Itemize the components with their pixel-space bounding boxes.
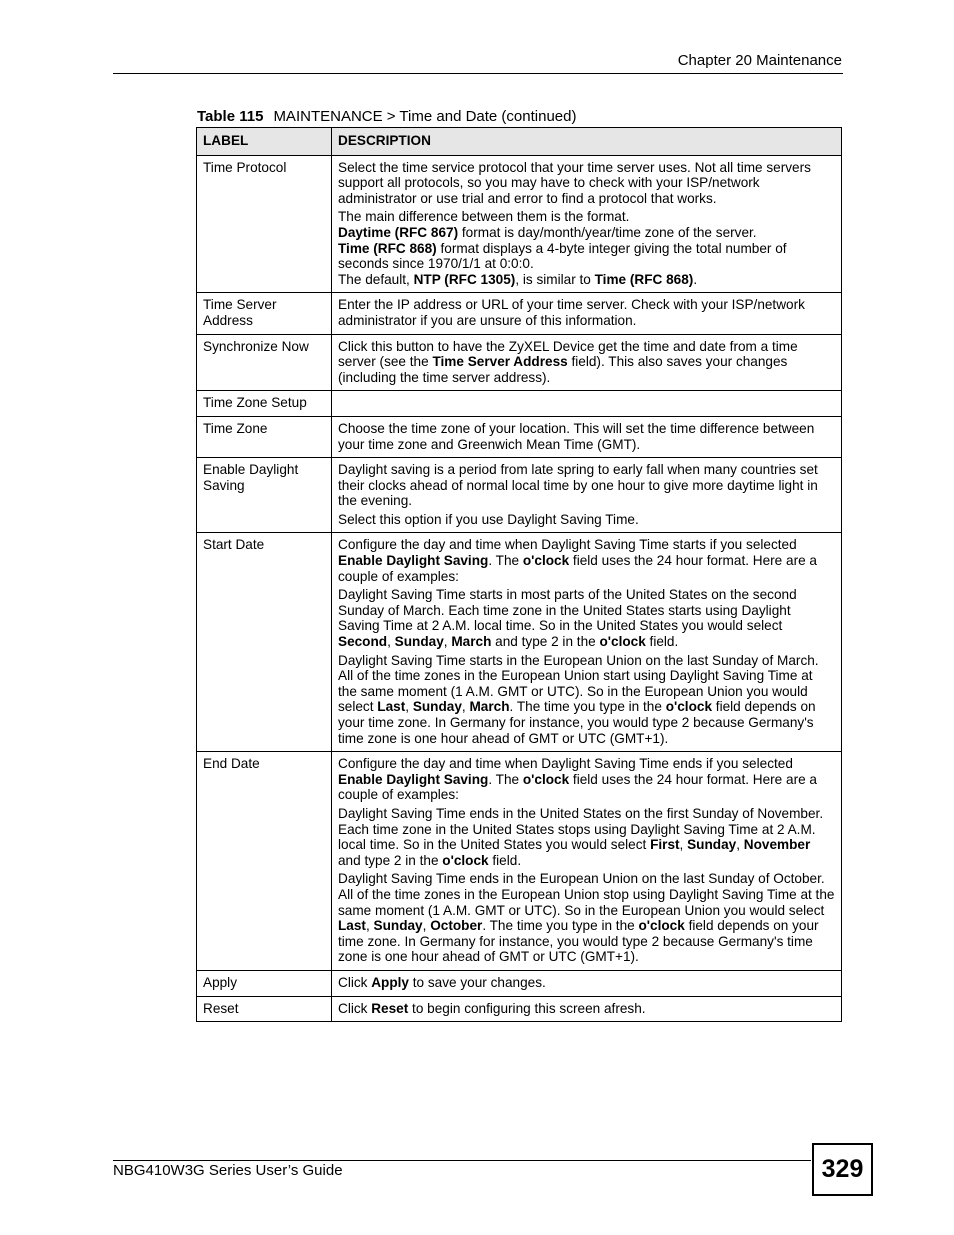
description-paragraph <box>338 512 835 528</box>
guide-title: NBG410W3G Series User’s Guide <box>113 1162 343 1179</box>
bold-term: NTP (RFC 1305) <box>413 271 516 287</box>
row-description <box>332 416 842 457</box>
bold-term: March <box>469 699 510 715</box>
table-caption <box>197 108 576 125</box>
description-paragraph <box>338 587 835 649</box>
description-paragraph <box>338 339 835 386</box>
table-title: MAINTENANCE > Time and Date (continued) <box>273 108 577 125</box>
bold-term: o'clock <box>522 553 570 569</box>
text-run: . The <box>488 553 523 569</box>
table-row <box>197 458 842 533</box>
description-paragraph <box>338 653 835 747</box>
table-header-row <box>197 128 842 156</box>
bold-term: Last <box>377 699 406 715</box>
text-run: , <box>443 634 452 650</box>
text-run: field uses the 24 hour format. Here are a couple of examples: <box>338 553 817 584</box>
row-description <box>332 533 842 752</box>
text-run: , <box>461 699 470 715</box>
row-label: Time Zone <box>197 416 332 457</box>
text-run: Click <box>338 1000 372 1016</box>
text-run: Choose the time zone of your location. This will set the time difference between your time zone and Greenwich Mean Time (GMT). <box>338 420 815 452</box>
table-row <box>197 155 842 293</box>
row-label: Time Zone Setup <box>197 391 332 417</box>
bold-term: Last <box>338 918 366 934</box>
bold-term: Daytime (RFC 867) <box>338 224 459 240</box>
bold-term: November <box>743 837 811 853</box>
text-run: format is day/month/year/time zone of the server. <box>458 224 757 240</box>
text-run: , <box>405 699 413 715</box>
bold-term: Time (RFC 868) <box>594 271 694 287</box>
row-label: Synchronize Now <box>197 334 332 391</box>
row-description <box>332 293 842 334</box>
row-label: Apply <box>197 970 332 996</box>
row-description <box>332 996 842 1022</box>
bold-term: Sunday <box>373 918 423 934</box>
text-run: . The time you type in the <box>509 699 666 715</box>
text-run: Configure the day and time when Daylight Saving Time ends if you selected <box>338 756 793 772</box>
table-row <box>197 752 842 971</box>
row-description <box>332 458 842 533</box>
text-run: field). This also saves your changes (including the time server address). <box>338 354 788 385</box>
text-run: field depends on your time zone. In Germany for instance, you would type 2 because Germany's time zone is one hour ahead of GMT or UTC (GMT+1). <box>338 918 819 965</box>
text-run: , <box>679 837 688 853</box>
row-label: Reset <box>197 996 332 1022</box>
table-row <box>197 533 842 752</box>
text-run: Daylight Saving Time starts in the European Union on the last Sunday of March. All of the time zones in the European Union start using Daylight Saving Time at the same moment (1 A.M. GMT or UTC). So in the European Union you would select <box>338 652 819 715</box>
description-paragraph <box>338 975 835 991</box>
text-run: , is similar to <box>515 271 595 287</box>
table-body <box>197 155 842 1022</box>
row-description <box>332 334 842 391</box>
table-row <box>197 391 842 417</box>
row-description <box>332 391 842 417</box>
bold-term: o'clock <box>599 634 646 650</box>
text-run: . <box>693 271 698 287</box>
bold-term: October <box>430 918 483 934</box>
row-label: Start Date <box>197 533 332 752</box>
bold-term: Reset <box>371 1000 409 1016</box>
text-run: The main difference between them is the format. <box>338 209 630 225</box>
text-run: to begin configuring this screen afresh. <box>408 1000 646 1016</box>
description-paragraph <box>338 160 835 207</box>
table-row <box>197 416 842 457</box>
text-run: . The <box>488 771 523 787</box>
row-label: Time Protocol <box>197 155 332 293</box>
text-run: field depends on your time zone. In Germany for instance, you would type 2 because Germany's time zone is one hour ahead of GMT or UTC (GMT+1). <box>338 699 816 746</box>
description-paragraph <box>338 871 835 965</box>
text-run: Select this option if you use Daylight Saving Time. <box>338 511 639 527</box>
text-run: field uses the 24 hour format. Here are a couple of examples: <box>338 771 817 803</box>
row-label: End Date <box>197 752 332 971</box>
text-run: field. <box>488 852 522 868</box>
footer-divider <box>113 1160 811 1161</box>
table-row <box>197 996 842 1022</box>
description-paragraph <box>338 421 835 452</box>
bold-term: Time Server Address <box>432 354 568 370</box>
page-number: 329 <box>812 1143 873 1196</box>
text-run: , <box>736 837 744 853</box>
description-paragraph <box>338 297 835 328</box>
maintenance-table <box>196 127 842 1022</box>
description-paragraph <box>338 537 835 584</box>
column-header-description: DESCRIPTION <box>332 128 842 156</box>
table-row <box>197 334 842 391</box>
text-run: The default, <box>338 271 414 287</box>
text-run: Daylight Saving Time ends in the United States on the first Sunday of November. Each time zone in the United States stops using Daylight Saving Time at 2 A.M. local time. So in the United States you would select <box>338 805 824 853</box>
bold-term: o'clock <box>442 852 489 868</box>
table-row <box>197 970 842 996</box>
bold-term: Sunday <box>394 634 444 650</box>
column-header-label: LABEL <box>197 128 332 156</box>
row-description <box>332 970 842 996</box>
text-run: , <box>365 918 374 934</box>
text-run: Select the time service protocol that your time server uses. Not all time servers support all protocols, so you may have to check with your ISP/network administrator or use trial and error to find a protocol that works. <box>338 159 811 206</box>
bold-term: Sunday <box>412 699 462 715</box>
bold-term: Apply <box>371 974 409 990</box>
row-label: Enable Daylight Saving <box>197 458 332 533</box>
description-paragraph <box>338 1001 835 1017</box>
table-row <box>197 293 842 334</box>
text-run: Enter the IP address or URL of your time server. Check with your ISP/network administrator if you are unsure of this information. <box>338 297 805 328</box>
description-paragraph <box>338 462 835 509</box>
text-run: , <box>387 634 395 650</box>
text-run: Daylight saving is a period from late spring to early fall when many countries set their clocks ahead of normal local time by one hour to give more daytime light in the evening. <box>338 462 818 509</box>
bold-term: Enable Daylight Saving <box>338 553 489 569</box>
bold-term: Time (RFC 868) <box>338 240 437 256</box>
text-run: Daylight Saving Time ends in the European Union on the last Sunday of October. All of the time zones in the European Union stop using Daylight Saving Time at the same moment (1 A.M. GMT or UTC). So in the European Union you would select <box>338 871 835 918</box>
bold-term: o'clock <box>665 699 713 715</box>
bold-term: First <box>650 837 680 853</box>
bold-term: March <box>451 634 492 650</box>
bold-term: Sunday <box>687 837 737 853</box>
header-divider <box>113 73 843 74</box>
text-run: Configure the day and time when Daylight Saving Time starts if you selected <box>338 537 797 553</box>
row-label: Time Server Address <box>197 293 332 334</box>
text-run: format displays a 4-byte integer giving the total number of seconds since 1970/1/1 at 0:0:0. <box>338 240 787 272</box>
table-number: Table 115 <box>197 108 264 125</box>
chapter-header: Chapter 20 Maintenance <box>677 52 842 69</box>
text-run: , <box>422 918 431 934</box>
text-run: to save your changes. <box>409 974 546 990</box>
row-description <box>332 752 842 971</box>
description-paragraph <box>338 209 835 287</box>
row-description <box>332 155 842 293</box>
text-run: Click this button to have the ZyXEL Device get the time and date from a time server (see the <box>338 338 798 370</box>
bold-term: o'clock <box>522 771 570 787</box>
description-paragraph <box>338 806 835 868</box>
text-run: and type 2 in the <box>491 634 600 650</box>
bold-term: o'clock <box>638 918 685 934</box>
description-paragraph <box>338 756 835 803</box>
text-run: . The time you type in the <box>482 918 639 934</box>
bold-term: Enable Daylight Saving <box>338 771 489 787</box>
text-run: Click <box>338 974 372 990</box>
text-run: field. <box>645 634 679 650</box>
text-run: Daylight Saving Time starts in most parts of the United States on the second Sunday of March. Each time zone in the United States starts using Daylight Saving Time at 2 A.M. local time. So in the United States you would select <box>338 587 797 634</box>
text-run: and type 2 in the <box>338 852 443 868</box>
bold-term: Second <box>338 634 388 650</box>
